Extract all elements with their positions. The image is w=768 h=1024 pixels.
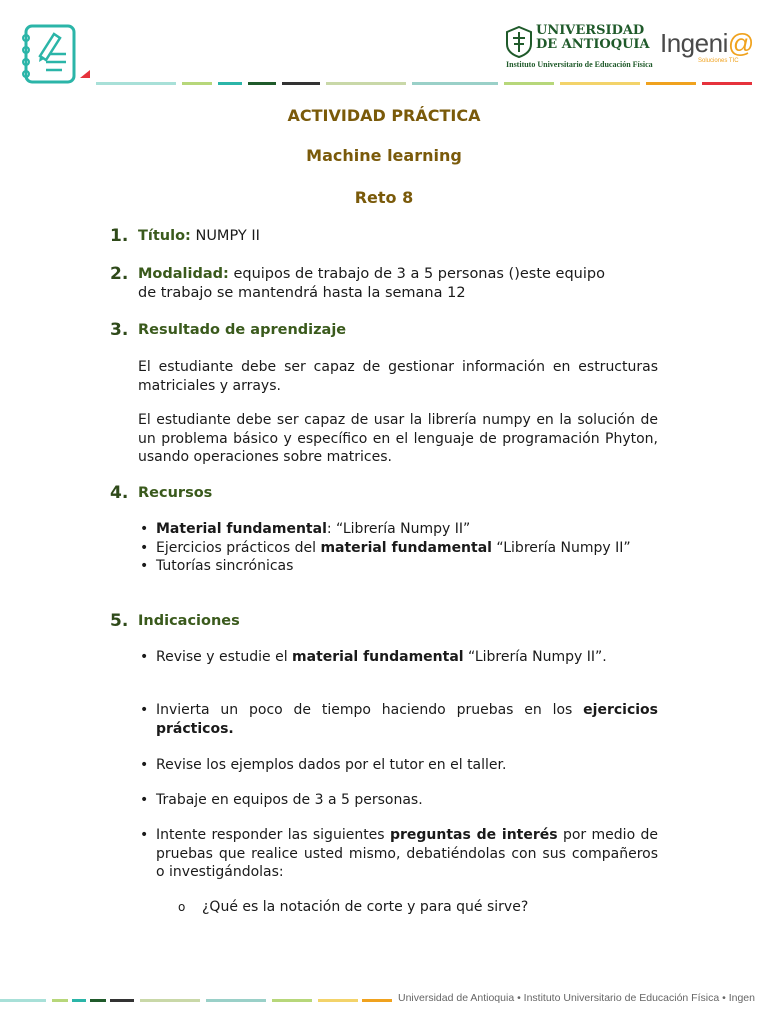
section-5-number: 5.	[110, 611, 129, 631]
modality-value-line2: de trabajo se mantendrá hasta la semana 12	[138, 285, 466, 301]
ingenia-at-symbol: @	[727, 28, 754, 58]
universidad-antioquia-logo	[506, 23, 653, 74]
learning-outcome-paragraph-1: El estudiante debe ser capaz de gestionar información en estructuras matriciales y arrays.	[138, 359, 658, 394]
section-3-heading: Resultado de aprendizaje	[138, 322, 347, 338]
instruction-1-text-end: “Librería Numpy II”.	[463, 649, 607, 665]
section-1-heading	[138, 228, 260, 244]
instruction-1-text: Revise y estudie el	[156, 649, 293, 665]
section-4-number: 4.	[110, 483, 129, 503]
institute-name: Instituto Universitario de Educación Física	[506, 60, 653, 69]
section-2-number: 2.	[110, 264, 129, 284]
ingenia-wordmark-main: Ingeni	[660, 28, 728, 58]
sub-bullet-marker: o	[178, 900, 186, 914]
page-header	[0, 0, 768, 100]
list-item	[138, 557, 658, 576]
instructions-list-5	[138, 826, 658, 882]
resource-1-bold: Material fundamental	[156, 521, 327, 537]
section-4-heading: Recursos	[138, 485, 213, 501]
resource-2-bold: material fundamental	[320, 539, 492, 556]
instruction-4-text: Trabaje en equipos de 3 a 5 personas.	[156, 792, 423, 808]
instructions-list-3	[138, 756, 658, 775]
instruction-5-text-end: por medio de pruebas que realice usted mismo, debatiéndolas con sus compañeros o investigándolas:	[156, 827, 659, 880]
ingenia-logo	[660, 28, 760, 68]
resources-list	[138, 520, 658, 576]
resource-2-text: Ejercicios prácticos del	[156, 539, 321, 556]
learning-outcome-paragraph-2: El estudiante debe ser capaz de usar la librería numpy en la solución de un problema básico y específico en el lenguaje de programación Phyton, usando operaciones sobre matrices.	[138, 412, 658, 465]
university-seal-icon	[506, 26, 532, 58]
instruction-2-bold: ejercicios prácticos.	[156, 702, 658, 737]
question-item	[178, 899, 528, 915]
list-item	[138, 791, 658, 810]
list-item	[138, 648, 658, 667]
instruction-3-text: Revise los ejemplos dados por el tutor en el taller.	[156, 757, 507, 773]
list-item	[138, 520, 658, 539]
section-3-number: 3.	[110, 320, 129, 340]
notebook-pencil-icon	[18, 22, 94, 86]
modality-value: equipos de trabajo de 3 a 5 personas ()este equipo	[228, 266, 605, 282]
question-1-text: ¿Qué es la notación de corte y para qué sirve?	[202, 899, 529, 915]
ingenia-tagline: Soluciones TIC	[698, 58, 739, 64]
university-name	[536, 24, 650, 52]
list-item	[138, 701, 658, 738]
resource-3-text: Tutorías sincrónicas	[156, 558, 294, 574]
instruction-5-text: Intente responder las siguientes	[156, 827, 390, 843]
page-footer: Universidad de Antioquia • Instituto Universitario de Educación Física • Ingen	[398, 992, 755, 1004]
title-label: Título:	[138, 228, 191, 244]
activity-title: ACTIVIDAD PRÁCTICA	[287, 106, 481, 125]
resource-2-text-end: “Librería Numpy II”	[491, 539, 631, 556]
instructions-list-4	[138, 791, 658, 810]
list-item	[138, 826, 658, 882]
instruction-5-bold: preguntas de interés	[389, 827, 558, 843]
university-name-line2: DE ANTIOQUIA	[536, 37, 650, 52]
resource-1-text: : “Librería Numpy II”	[326, 521, 471, 537]
title-value: NUMPY II	[190, 228, 260, 244]
section-1-number: 1.	[110, 226, 129, 246]
course-title: Machine learning	[306, 146, 462, 165]
section-5-heading: Indicaciones	[138, 613, 240, 629]
section-2-continuation	[138, 285, 466, 301]
instructions-list-2	[138, 701, 658, 738]
challenge-title: Reto 8	[354, 188, 414, 207]
list-item	[138, 539, 658, 558]
instructions-list-1	[138, 648, 658, 667]
list-item	[138, 756, 658, 775]
instruction-2-text: Invierta un poco de tiempo haciendo pruebas en los	[156, 702, 584, 718]
modality-label: Modalidad:	[138, 266, 229, 282]
university-name-line1: UNIVERSIDAD	[536, 23, 645, 38]
section-2-heading	[138, 266, 605, 282]
instruction-1-bold: material fundamental	[292, 649, 464, 665]
ingenia-wordmark	[660, 28, 754, 59]
